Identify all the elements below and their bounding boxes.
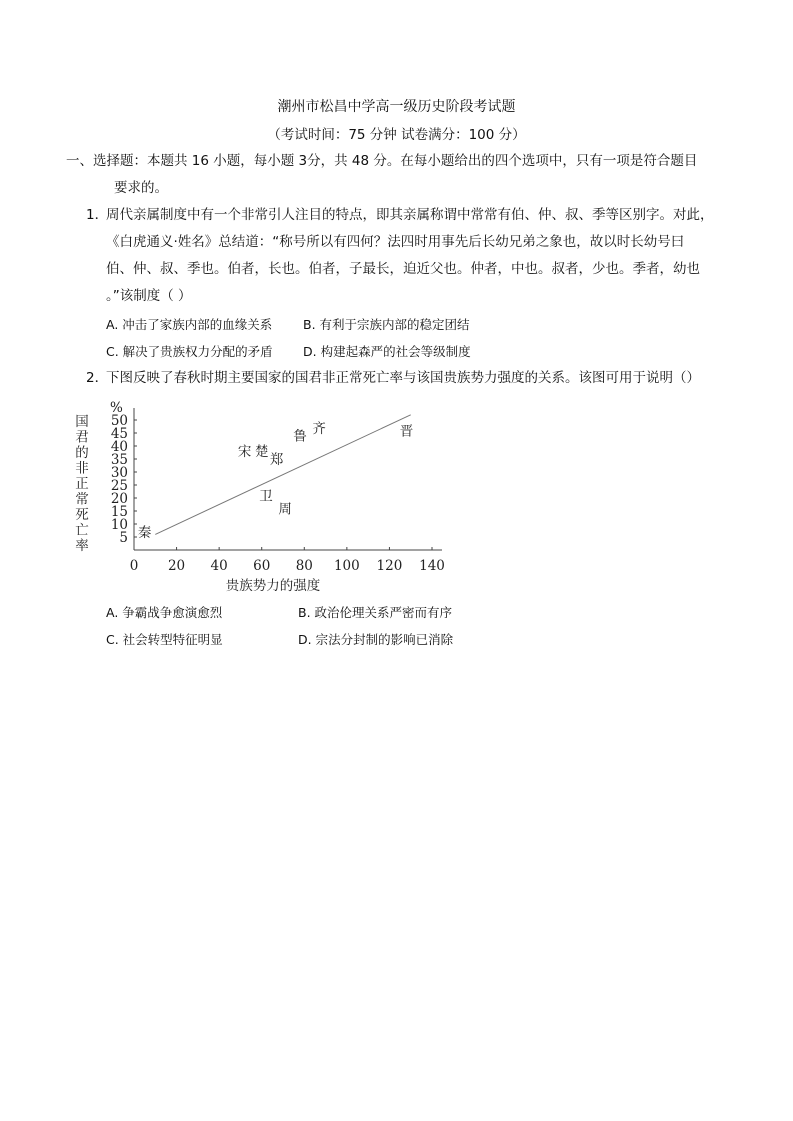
y-axis-label-char: 的 bbox=[75, 445, 89, 461]
question-1-line: 《白虎通义·姓名》总结道：“称号所以有四何？法四时用事先后长幼兄弟之象也，故以时长幼号曰 bbox=[106, 234, 685, 250]
y-tick-label: 30 bbox=[110, 465, 128, 481]
y-axis-label-char: 亡 bbox=[75, 522, 89, 539]
x-axis-label: 贵族势力的强度 bbox=[225, 578, 321, 594]
y-tick-label: 10 bbox=[110, 517, 128, 533]
question-1-option-b[interactable]: B. 有利于宗族内部的稳定团结 bbox=[303, 317, 470, 332]
y-axis-label-char: 君 bbox=[75, 429, 89, 446]
data-point-label: 齐 bbox=[312, 420, 326, 437]
y-tick-label: 20 bbox=[110, 491, 128, 507]
y-axis-unit: % bbox=[110, 400, 123, 416]
question-1-number: 1． bbox=[86, 207, 109, 223]
y-tick-label: 35 bbox=[110, 452, 128, 468]
x-tick-label: 0 bbox=[129, 558, 139, 574]
y-tick-label: 25 bbox=[110, 478, 128, 494]
question-2-option-b[interactable]: B. 政治伦理关系严密而有序 bbox=[298, 605, 453, 620]
question-1-line: 周代亲属制度中有一个非常引人注目的特点，即其亲属称谓中常常有伯、仲、叔、季等区别字。对此， bbox=[106, 207, 714, 223]
section-instruction-cont: 要求的。 bbox=[114, 180, 168, 196]
chart-death-rate-vs-noble-power bbox=[66, 398, 456, 598]
data-point-label: 鲁 bbox=[293, 428, 307, 445]
y-axis-label-char: 正 bbox=[75, 476, 89, 492]
x-tick-label: 100 bbox=[333, 558, 360, 574]
question-1-option-c[interactable]: C. 解决了贵族权力分配的矛盾 bbox=[106, 344, 273, 359]
exam-info: （考试时间：75 分钟 试卷满分：100 分） bbox=[267, 127, 526, 143]
y-tick-label: 5 bbox=[119, 530, 128, 546]
question-2-line: 下图反映了春秋时期主要国家的国君非正常死亡率与该国贵族势力强度的关系。该图可用于说明（） bbox=[106, 370, 700, 386]
y-axis-label-char: 非 bbox=[75, 460, 89, 477]
y-tick-label: 45 bbox=[110, 426, 128, 442]
x-tick-label: 60 bbox=[253, 558, 271, 574]
x-tick-label: 140 bbox=[419, 558, 445, 574]
data-point-label: 晋 bbox=[399, 423, 414, 440]
y-tick-label: 15 bbox=[110, 504, 128, 520]
x-tick-label: 80 bbox=[295, 558, 313, 574]
section-instruction: 一、选择题：本题共 16 小题，每小题 3分，共 48 分。在每小题给出的四个选项中，只有一项是符合题目 bbox=[66, 153, 698, 169]
x-tick-label: 120 bbox=[376, 558, 403, 574]
data-point-label: 周 bbox=[278, 501, 292, 518]
y-axis-label-char: 国 bbox=[75, 414, 89, 430]
data-point-label: 卫 bbox=[259, 488, 273, 505]
question-2-option-c[interactable]: C. 社会转型特征明显 bbox=[106, 632, 223, 647]
y-axis-label-char: 死 bbox=[75, 507, 89, 523]
question-1-line: 伯、仲、叔、季也。伯者，长也。伯者，子最长，迫近父也。仲者，中也。叔者，少也。季者，幼也 bbox=[106, 261, 700, 277]
question-2-option-d[interactable]: D. 宗法分封制的影响已消除 bbox=[298, 632, 454, 647]
question-2-option-a[interactable]: A. 争霸战争愈演愈烈 bbox=[106, 605, 223, 620]
data-point-label: 郑 bbox=[269, 452, 284, 468]
question-1-option-a[interactable]: A. 冲击了家族内部的血缘关系 bbox=[106, 317, 273, 332]
question-2-number: 2． bbox=[86, 370, 109, 386]
data-point-label: 宋 bbox=[237, 444, 252, 461]
page-title: 潮州市松昌中学高一级历史阶段考试题 bbox=[277, 99, 516, 115]
x-tick-label: 40 bbox=[210, 558, 228, 574]
y-tick-label: 50 bbox=[110, 413, 128, 429]
data-point-label: 楚 bbox=[254, 444, 269, 461]
question-1-option-d[interactable]: D. 构建起森严的社会等级制度 bbox=[303, 344, 471, 359]
y-tick-label: 40 bbox=[110, 439, 128, 455]
data-point-label: 秦 bbox=[137, 524, 152, 541]
y-axis-label-char: 常 bbox=[75, 491, 89, 508]
x-tick-label: 20 bbox=[167, 558, 186, 574]
y-axis-label-char: 率 bbox=[75, 538, 89, 554]
question-1-line: 。”该制度（ ） bbox=[106, 288, 192, 304]
